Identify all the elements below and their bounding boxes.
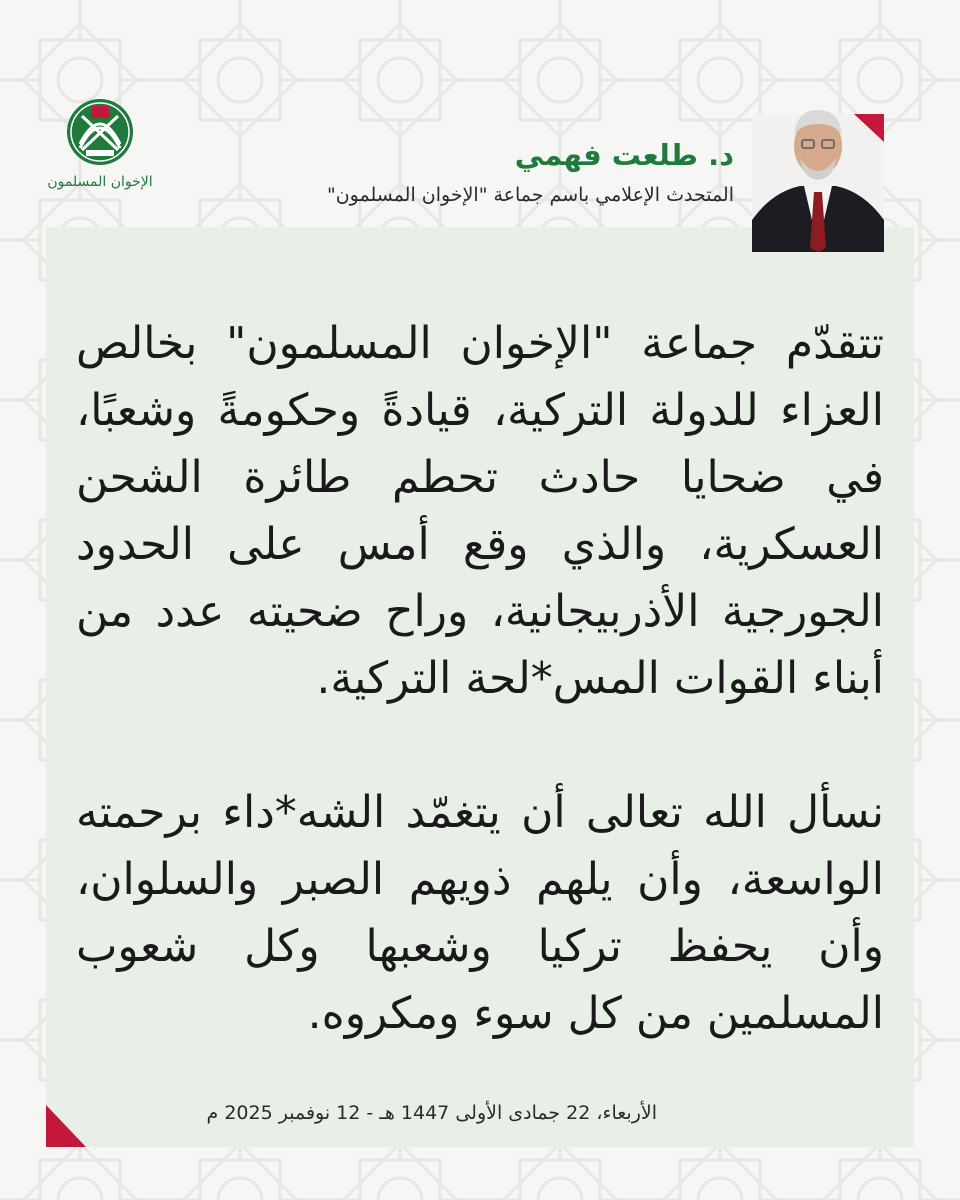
ikhwan-emblem-icon — [47, 96, 153, 196]
corner-accent-triangle — [46, 1105, 86, 1147]
statement-body — [76, 310, 884, 1047]
logo-caption: الإخوان المسلمون — [47, 174, 153, 190]
speaker-name: د. طلعت فهمي — [514, 138, 734, 172]
speaker-photo — [752, 80, 884, 252]
speaker-role: المتحدث الإعلامي باسم جماعة "الإخوان المسلمون" — [326, 184, 734, 206]
statement-paragraph-2: نسأل الله تعالى أن يتغمّد الشه*داء برحمته الواسعة، وأن يلهم ذويهم الصبر والسلوان، وأن يحفظ تركيا وشعبها وكل شعوب المسلمين من كل سوء ومكروه. — [76, 787, 884, 1039]
statement-date: الأربعاء، 22 جمادى الأولى 1447 هـ - 12 نوفمبر 2025 م — [206, 1102, 657, 1124]
statement-paragraph-1: تتقدّم جماعة "الإخوان المسلمون" بخالص العزاء للدولة التركية، قيادةً وحكومةً وشعبًا، في ضحايا حادث تحطم طائرة الشحن العسكرية، والذي وقع أمس على الحدود الجورجية الأذربيجانية، وراح ضحيته عدد من أبناء القوات المس*لحة التركية. — [76, 318, 884, 704]
